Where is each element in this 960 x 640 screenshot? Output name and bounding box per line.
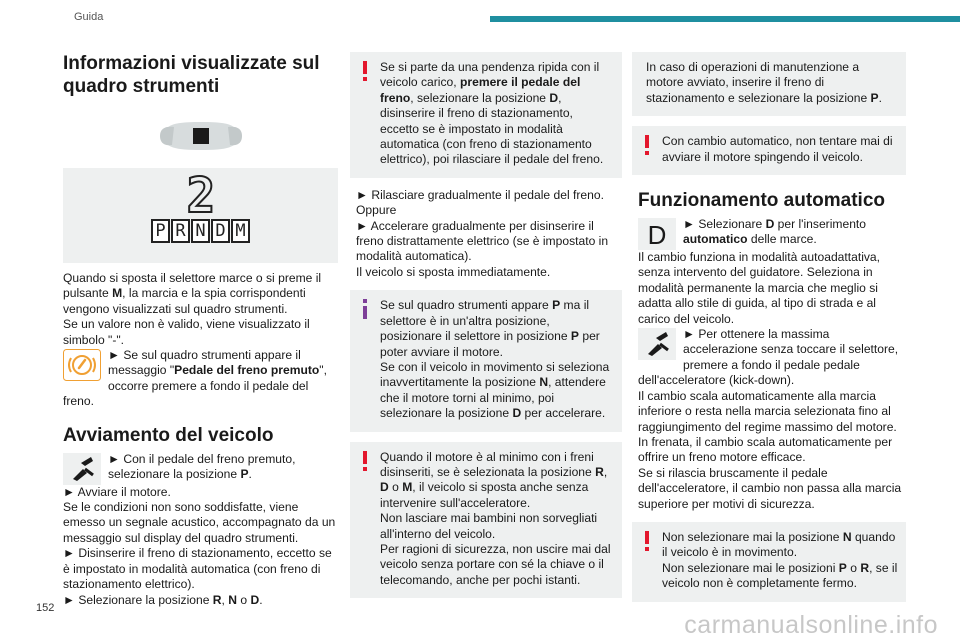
column-2 [356,52,622,598]
warning-exclamation-icon [362,61,368,81]
warning-exclamation-icon [644,135,650,155]
gear-letter-p: P [151,219,170,243]
svg-text:D: D [647,220,667,251]
warning-box-idle: Quando il motore è al minimo con i freni disinseriti, se è selezionata la posizione R, D o M, il veicolo si sposta anche senza intervenire sull'acceleratore. Non lasciare mai bambini non sorvegliati all'interno del veicolo. Per ragioni di sicurezza, non uscire mai dal veicolo senza portare con sé la chiave o il telecomando, anche per pochi istanti. [350,442,622,599]
start-conditions-note: Se le condizioni non sono soddisfatte, viene emesso un segnale acustico, accompagnato da un messaggio sul display del quadro strumenti. [63,500,336,545]
paragraph-gear-display: Quando si sposta il selettore marce o si preme il pulsante M, la marcia e la spia corrispondenti vengono visualizzati sul quadro strumenti. [63,271,322,316]
column-3 [638,52,906,602]
foot-on-accelerator-icon [638,328,676,360]
paragraph-invalid-value: Se un valore non è valido, viene visualizzato il simbolo "-". [63,317,310,347]
gear-indicator-illustration [63,168,338,263]
dashboard-illustration [63,118,338,154]
watermark: carmanualsonline.info [684,611,938,639]
gear-letter-d: D [211,219,230,243]
auto-downshift-text: Il cambio scala automaticamente alla marcia inferiore o resta nella marcia selezionata fino al raggiungimento del regime massimo del motore. [638,388,897,434]
or-text: Oppure [356,203,397,218]
brake-pedal-warning-icon [63,349,101,381]
section-title-display-info: Informazioni visualizzate sul quadro strumenti [63,53,320,97]
info-box-selector: Se sul quadro strumenti appare P ma il selettore è in un'altra posizione, posizionare il selettore in posizione P per poter avviare il motore. Se con il veicolo in movimento si seleziona inavvertitamente la posizione N, attendere che il motore torni al minimo, poi selezionare la posizione D per accelerare. [350,290,622,431]
brake-message-paragraph: ► Se sul quadro strumenti appare il messaggio "Pedale del freno premuto", occorre premere a fondo il pedale del freno. [63,348,327,409]
release-brake-step: ► Rilasciare gradualmente il pedale del freno. [356,187,604,202]
running-header: Guida [74,11,104,23]
gear-letter-n: N [191,219,210,243]
warning-exclamation-icon [362,451,368,471]
column-1 [63,52,338,608]
start-step-2: ► Avviare il motore. [63,484,171,499]
warning-box-slope: Se si parte da una pendenza ripida con il veicolo carico, premere il pedale del freno, selezionare la posizione D, disinserire il freno di stazionamento, eccetto se è impostato in modalità automatica (con freno di stazionamento elettrico), poi rilasciare il pedale del freno. [350,52,622,178]
warning-box-neutral: Non selezionare mai la posizione N quando il veicolo è in movimento. Non selezionare mai le posizioni P o R, se il veicolo non è completamente fermo. [632,522,906,602]
warning-exclamation-icon [644,531,650,551]
section-title-automatic: Funzionamento automatico [638,190,885,212]
gear-letters-row [151,219,250,243]
auto-step-1: D ► Selezionare D per l'inserimento automatico delle marce. [638,217,906,250]
gear-digit-display [181,175,221,215]
page-number: 152 [36,602,55,614]
start-step-4: ► Selezionare la posizione R, N o D. [63,592,263,607]
foot-on-pedal-icon [63,453,101,485]
vehicle-moves-text: Il veicolo si sposta immediatamente. [356,264,551,279]
section-title-start: Avviamento del veicolo [63,424,274,446]
start-step-3: ► Disinserire il freno di stazionamento, eccetto se è impostato in modalità automatica (con freno di stazionamento elettrico). [63,546,332,592]
gear-letter-r: R [171,219,190,243]
note-box-maintenance: In caso di operazioni di manutenzione a motore avviato, inserire il freno di stazionamento e selezionare la posizione P. [632,52,906,116]
gear-digit-text: 2 [186,175,215,215]
auto-step-kickdown: ► Per ottenere la massima accelerazione senza toccare il selettore, premere a fondo il pedale pedale dell'acceleratore (kick-down). [638,327,899,388]
warning-box-push-start: Con cambio automatico, non tentare mai di avviare il motore spingendo il veicolo. [632,126,906,175]
start-step-1: ► Con il pedale del freno premuto, selezionare la posizione P. [63,452,338,485]
auto-braking-text: In frenata, il cambio scala automaticamente per offrire un freno motore efficace. [638,434,893,465]
info-icon [362,299,368,319]
gear-letter-m: M [231,219,250,243]
auto-release-text: Se si rilascia bruscamente il pedale dell'acceleratore, il cambio non passa alla marcia superiore per motivi di sicurezza. [638,465,902,511]
auto-adaptive-text: Il cambio funziona in modalità autoadattativa, senza intervento del guidatore. Seleziona in modalità permanente la marcia che meglio si adatta allo stile di guida, al tipo di strada e al carico del veicolo. [638,250,881,326]
instrument-cluster-icon [156,118,246,154]
drive-position-icon [638,218,676,250]
accelerate-step: ► Accelerare gradualmente per disinserire il freno distrattamente elettrico (se è impostato in modalità automatica). [356,218,609,264]
header-accent-bar [490,16,960,22]
